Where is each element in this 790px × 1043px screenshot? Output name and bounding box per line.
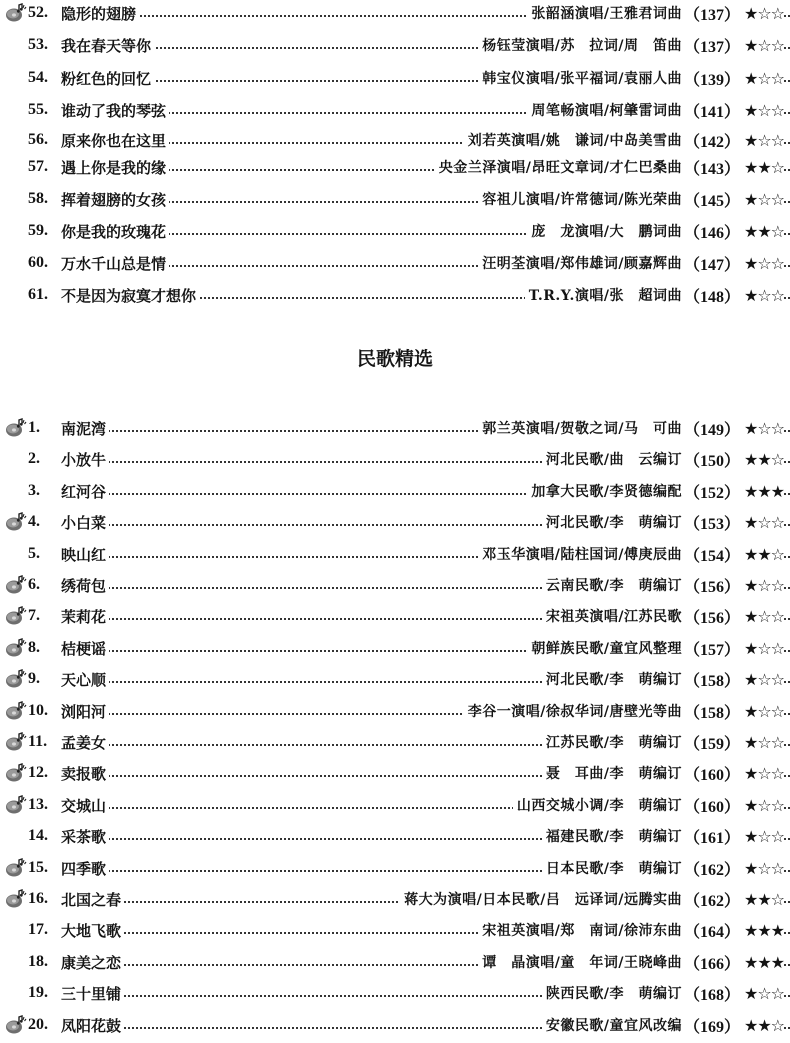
toc-entry[interactable] — [0, 282, 790, 308]
entry-details — [542, 1014, 784, 1037]
song-credit: 蒋大为演唱/日本民歌/吕 远译词/远腾实曲 — [404, 892, 682, 908]
entry-details — [542, 605, 784, 628]
toc-entry[interactable] — [0, 572, 790, 598]
page-number[interactable]: （156） — [683, 609, 740, 627]
song-credit: 容祖儿演唱/许常德词/陈光荣曲 — [482, 192, 682, 208]
entry-number: 10. — [28, 702, 48, 719]
difficulty-stars: ★★☆ — [743, 157, 784, 177]
entry-number: 14. — [28, 827, 48, 844]
page-number[interactable]: （168） — [683, 986, 740, 1004]
song-credit: 聂 耳曲/李 萌编订 — [545, 766, 682, 782]
page-number[interactable]: （161） — [683, 829, 740, 847]
song-credit: 韩宝仪演唱/张平福词/袁丽人曲 — [482, 71, 682, 87]
song-credit: 河北民歌/曲 云编订 — [545, 452, 682, 468]
page-number[interactable]: （162） — [683, 861, 740, 879]
song-title[interactable]: 三十里铺 — [61, 983, 124, 1004]
song-title[interactable]: 遇上你是我的缘 — [61, 157, 169, 178]
page-number[interactable]: （156） — [683, 578, 740, 596]
cd-audio-icon — [5, 512, 27, 532]
difficulty-stars: ★☆☆ — [743, 763, 784, 783]
entry-details — [478, 252, 784, 275]
entry-number: 52. — [28, 4, 48, 21]
page-number[interactable]: （143） — [683, 160, 740, 178]
page-number[interactable]: （137） — [683, 38, 740, 56]
entry-number: 17. — [28, 921, 48, 938]
page-number[interactable]: （158） — [683, 672, 740, 690]
difficulty-stars: ★★☆ — [743, 544, 784, 564]
cd-audio-icon — [5, 858, 27, 878]
difficulty-stars: ★☆☆ — [743, 35, 784, 55]
song-title[interactable]: 绣荷包 — [61, 575, 109, 596]
page-number[interactable]: （157） — [683, 641, 740, 659]
entry-number: 6. — [28, 576, 40, 593]
cd-audio-icon — [5, 669, 27, 689]
toc-entry[interactable] — [0, 666, 790, 692]
song-credit: 央金兰泽演唱/昂旺文章词/才仁巴桑曲 — [438, 160, 682, 176]
toc-entry[interactable] — [0, 186, 790, 212]
song-credit: 陕西民歌/李 萌编订 — [545, 986, 682, 1002]
cd-audio-icon — [5, 889, 27, 909]
toc-entry[interactable] — [0, 65, 790, 91]
page-number[interactable]: （152） — [683, 484, 740, 502]
difficulty-stars: ★☆☆ — [743, 638, 784, 658]
song-credit: 安徽民歌/童宜风改编 — [545, 1018, 682, 1034]
song-title[interactable]: 浏阳河 — [61, 701, 109, 722]
difficulty-stars: ★☆☆ — [743, 732, 784, 752]
difficulty-stars: ★★★ — [743, 952, 784, 972]
song-credit: 刘若英演唱/姚 谦词/中岛美雪曲 — [467, 133, 682, 149]
entry-details — [478, 34, 784, 57]
entry-details — [435, 156, 784, 179]
entry-number: 58. — [28, 190, 48, 207]
song-credit: 谭 晶演唱/童 年词/王晓峰曲 — [482, 955, 682, 971]
song-title[interactable]: 采茶歌 — [61, 826, 109, 847]
song-title[interactable]: 你是我的玫瑰花 — [61, 221, 169, 242]
entry-number: 61. — [28, 286, 48, 303]
entry-number: 16. — [28, 890, 48, 907]
entry-number: 7. — [28, 607, 40, 624]
difficulty-stars: ★☆☆ — [743, 285, 784, 305]
song-title[interactable]: 四季歌 — [61, 858, 109, 879]
difficulty-stars: ★☆☆ — [743, 100, 784, 120]
song-title[interactable]: 红河谷 — [61, 481, 109, 502]
song-title[interactable]: 康美之恋 — [61, 952, 124, 973]
page-number[interactable]: （146） — [683, 224, 740, 242]
song-credit: 周笔畅演唱/柯肇雷词曲 — [531, 103, 682, 119]
song-credit: 李谷一演唱/徐叔华词/唐壁光等曲 — [467, 704, 682, 720]
cd-audio-icon — [5, 418, 27, 438]
toc-entry[interactable] — [0, 250, 790, 276]
toc-entry[interactable] — [0, 446, 790, 472]
difficulty-stars: ★☆☆ — [743, 983, 784, 1003]
entry-details — [400, 888, 784, 911]
song-title[interactable]: 孟姜女 — [61, 732, 109, 753]
entry-details — [542, 574, 784, 597]
difficulty-stars: ★★★ — [743, 920, 784, 940]
toc-entry[interactable] — [0, 729, 790, 755]
cd-audio-icon — [5, 1015, 27, 1035]
entry-number: 13. — [28, 796, 48, 813]
toc-entry[interactable] — [0, 415, 790, 441]
difficulty-stars: ★☆☆ — [743, 68, 784, 88]
entry-number: 15. — [28, 859, 48, 876]
song-credit: 庞 龙演唱/大 鹏词曲 — [531, 224, 682, 240]
song-title[interactable]: 南泥湾 — [61, 418, 109, 439]
toc-entry[interactable] — [0, 603, 790, 629]
toc-entry[interactable] — [0, 541, 790, 567]
toc-entry[interactable] — [0, 154, 790, 180]
song-title[interactable]: 北国之春 — [61, 889, 124, 910]
song-title[interactable]: 小白菜 — [61, 512, 109, 533]
toc-entry[interactable] — [0, 97, 790, 123]
page-number[interactable]: （150） — [683, 452, 740, 470]
page-number[interactable]: （142） — [683, 133, 740, 151]
page-number[interactable]: （154） — [683, 547, 740, 565]
song-credit: 加拿大民歌/李贤德编配 — [531, 484, 682, 500]
entry-number: 55. — [28, 101, 48, 118]
page-number[interactable]: （166） — [683, 955, 740, 973]
entry-details — [478, 919, 784, 942]
entry-number: 54. — [28, 69, 48, 86]
difficulty-stars: ★★☆ — [743, 1015, 784, 1035]
toc-entry[interactable] — [0, 823, 790, 849]
page-number[interactable]: （137） — [683, 6, 740, 24]
toc-entry[interactable] — [0, 478, 790, 504]
entry-number: 3. — [28, 482, 40, 499]
entry-number: 8. — [28, 639, 40, 656]
song-credit: 云南民歌/李 萌编订 — [545, 578, 682, 594]
page-number[interactable]: （169） — [683, 1018, 740, 1036]
song-credit: 张韶涵演唱/王雅君词曲 — [531, 6, 682, 22]
page-number[interactable]: （159） — [683, 735, 740, 753]
entry-details — [478, 188, 784, 211]
page-number[interactable]: （139） — [683, 71, 740, 89]
page-number[interactable]: （158） — [683, 704, 740, 722]
entry-number: 20. — [28, 1016, 48, 1033]
cd-audio-icon — [5, 701, 27, 721]
toc-entry[interactable] — [0, 760, 790, 786]
difficulty-stars: ★☆☆ — [743, 826, 784, 846]
song-credit: 河北民歌/李 萌编订 — [545, 515, 682, 531]
difficulty-stars: ★☆☆ — [743, 418, 784, 438]
cd-audio-icon — [5, 795, 27, 815]
song-credit: T.R.Y.演唱/张 超词曲 — [528, 288, 682, 304]
difficulty-stars: ★☆☆ — [743, 3, 784, 23]
difficulty-stars: ★★★ — [743, 481, 784, 501]
song-title[interactable]: 粉红色的回忆 — [61, 68, 154, 89]
entry-number: 18. — [28, 953, 48, 970]
entry-number: 5. — [28, 545, 40, 562]
difficulty-stars: ★☆☆ — [743, 606, 784, 626]
entry-details — [527, 637, 784, 660]
song-title[interactable]: 谁动了我的琴弦 — [61, 100, 169, 121]
cd-audio-icon — [5, 575, 27, 595]
cd-audio-icon — [5, 606, 27, 626]
cd-audio-icon — [5, 638, 27, 658]
toc-entry[interactable] — [0, 980, 790, 1006]
difficulty-stars: ★☆☆ — [743, 253, 784, 273]
entry-number: 56. — [28, 131, 48, 148]
toc-entry[interactable] — [0, 698, 790, 724]
entry-number: 2. — [28, 450, 40, 467]
entry-details — [527, 99, 784, 122]
toc-entry[interactable] — [0, 218, 790, 244]
page-number[interactable]: （147） — [683, 256, 740, 274]
song-title[interactable]: 挥着翅膀的女孩 — [61, 189, 169, 210]
toc-entry[interactable] — [0, 1012, 790, 1038]
difficulty-stars: ★★☆ — [743, 449, 784, 469]
song-title[interactable]: 茉莉花 — [61, 606, 109, 627]
song-credit: 邓玉华演唱/陆柱国词/傅庚辰曲 — [482, 547, 682, 563]
entry-number: 11. — [28, 733, 48, 750]
song-title[interactable]: 天心顺 — [61, 669, 109, 690]
toc-entry[interactable] — [0, 127, 790, 153]
page-number[interactable]: （162） — [683, 892, 740, 910]
song-title[interactable]: 大地飞歌 — [61, 920, 124, 941]
song-credit: 朝鲜族民歌/童宜风整理 — [531, 641, 682, 657]
page-number[interactable]: （164） — [683, 923, 740, 941]
entry-details — [542, 731, 784, 754]
entry-details — [542, 982, 784, 1005]
entry-number: 1. — [28, 419, 40, 436]
toc-entry[interactable] — [0, 855, 790, 881]
entry-number: 57. — [28, 158, 48, 175]
entry-details — [478, 951, 784, 974]
entry-details — [542, 762, 784, 785]
entry-details — [513, 794, 784, 817]
song-credit: 汪明荃演唱/郑伟雄词/顾嘉辉曲 — [482, 256, 682, 272]
difficulty-stars: ★☆☆ — [743, 669, 784, 689]
entry-details — [464, 700, 784, 723]
song-title[interactable]: 交城山 — [61, 795, 109, 816]
entry-details — [527, 2, 784, 25]
entry-details — [542, 825, 784, 848]
toc-entry[interactable] — [0, 0, 790, 26]
toc-entry[interactable] — [0, 635, 790, 661]
toc-entry[interactable] — [0, 792, 790, 818]
toc-entry[interactable] — [0, 32, 790, 58]
song-credit: 河北民歌/李 萌编订 — [545, 672, 682, 688]
difficulty-stars: ★☆☆ — [743, 189, 784, 209]
song-credit: 宋祖英演唱/郑 南词/徐沛东曲 — [482, 923, 682, 939]
entry-number: 12. — [28, 764, 48, 781]
song-title[interactable]: 我在春天等你 — [61, 35, 154, 56]
song-title[interactable]: 凤阳花鼓 — [61, 1015, 124, 1036]
difficulty-stars: ★☆☆ — [743, 795, 784, 815]
song-title[interactable]: 桔梗谣 — [61, 638, 109, 659]
entry-details — [525, 284, 784, 307]
song-title[interactable]: 原来你也在这里 — [61, 130, 169, 151]
page-number[interactable]: （149） — [683, 421, 740, 439]
song-title[interactable]: 万水千山总是情 — [61, 253, 169, 274]
song-title[interactable]: 隐形的翅膀 — [61, 3, 139, 24]
toc-entry[interactable] — [0, 509, 790, 535]
song-title[interactable]: 小放牛 — [61, 449, 109, 470]
difficulty-stars: ★★☆ — [743, 889, 784, 909]
page-number[interactable]: （148） — [683, 288, 740, 306]
difficulty-stars: ★☆☆ — [743, 130, 784, 150]
song-title[interactable]: 映山红 — [61, 544, 109, 565]
entry-number: 4. — [28, 513, 40, 530]
entry-number: 59. — [28, 222, 48, 239]
entry-details — [527, 480, 784, 503]
cd-audio-icon — [5, 3, 27, 23]
song-credit: 宋祖英演唱/江苏民歌 — [545, 609, 682, 625]
difficulty-stars: ★☆☆ — [743, 858, 784, 878]
difficulty-stars: ★★☆ — [743, 221, 784, 241]
entry-details — [464, 129, 784, 152]
song-credit: 山西交城小调/李 萌编订 — [516, 798, 682, 814]
page-number[interactable]: （141） — [683, 103, 740, 121]
difficulty-stars: ★☆☆ — [743, 701, 784, 721]
toc-entry[interactable] — [0, 949, 790, 975]
page-number[interactable]: （160） — [683, 766, 740, 784]
entry-details — [478, 543, 784, 566]
entry-details — [542, 668, 784, 691]
page-number[interactable]: （160） — [683, 798, 740, 816]
song-credit: 福建民歌/李 萌编订 — [545, 829, 682, 845]
song-credit: 杨钰莹演唱/苏 拉词/周 笛曲 — [482, 38, 682, 54]
song-title[interactable]: 卖报歌 — [61, 763, 109, 784]
song-credit: 郭兰英演唱/贺敬之词/马 可曲 — [482, 421, 682, 437]
entry-number: 60. — [28, 254, 48, 271]
entry-details — [542, 448, 784, 471]
entry-details — [478, 67, 784, 90]
song-credit: 江苏民歌/李 萌编订 — [545, 735, 682, 751]
difficulty-stars: ★☆☆ — [743, 512, 784, 532]
cd-audio-icon — [5, 763, 27, 783]
entry-details — [542, 857, 784, 880]
entry-number: 19. — [28, 984, 48, 1001]
entry-details — [542, 511, 784, 534]
difficulty-stars: ★☆☆ — [743, 575, 784, 595]
page-number[interactable]: （145） — [683, 192, 740, 210]
song-credit: 日本民歌/李 萌编订 — [545, 861, 682, 877]
toc-entry[interactable] — [0, 886, 790, 912]
entry-details — [527, 220, 784, 243]
entry-number: 53. — [28, 36, 48, 53]
cd-audio-icon — [5, 732, 27, 752]
entry-details — [478, 417, 784, 440]
section-heading-folk-songs: 民歌精选 — [356, 348, 433, 370]
toc-entry[interactable] — [0, 917, 790, 943]
page-number[interactable]: （153） — [683, 515, 740, 533]
entry-number: 9. — [28, 670, 40, 687]
song-title[interactable]: 不是因为寂寞才想你 — [61, 285, 199, 306]
